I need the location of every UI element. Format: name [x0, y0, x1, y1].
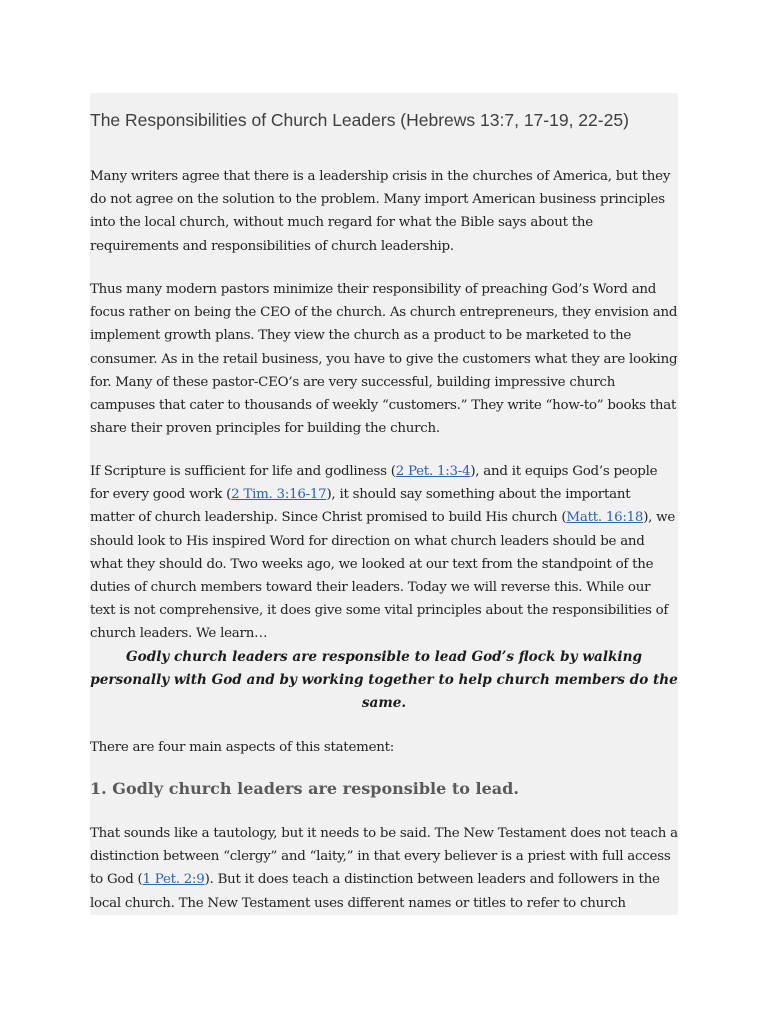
paragraph-four-aspects: There are four main aspects of this statement: — [90, 740, 395, 755]
paragraph-intro: Many writers agree that there is a leadership crisis in the churches of America, but they do not agree on the solution to the problem. Many import American business principles into the local church, without much regard for what the Bible says about the requirements and responsibilities of church leadership. — [90, 169, 671, 254]
scripture-link-2-tim-3-16-17[interactable]: 2 Tim. 3:16-17 — [231, 487, 327, 503]
thesis-statement: Godly church leaders are responsible to lead God’s flock by walking personally with God and by working together to help church members do the same. — [90, 649, 678, 712]
paragraph-ceo-pastors: Thus many modern pastors minimize their responsibility of preaching God’s Word and focus rather on being the CEO of the church. As church entrepreneurs, they envision and implement growth plans. They view the church as a product to be marketed to the consumer. As in the retail business, you have to give the customers what they are looking for. Many of these pastor-CEO’s are very successful, building impressive church campuses that cater to thousands of weekly “customers.” They write “how-to” books that share their proven principles for building the church. — [90, 282, 678, 437]
paragraph-scripture-sufficient: If Scripture is sufficient for life and godliness (2 Pet. 1:3-4), and it equips God’s people for every good work (2 Tim. 3:16-17), it should say something about the important matter of church leadership. Since Christ promised to build His church (Matt. 16:18), we should look to His inspired Word for direction on what church leaders should be and what they should do. Two weeks ago, we looked at our text from the standpoint of the duties of church members toward their leaders. Today we will reverse this. While our text is not comprehensive, it does give some vital principles about the responsibilities of church leaders. We learn… — [90, 464, 676, 642]
scripture-link-matt-16-18[interactable]: Matt. 16:18 — [566, 510, 644, 526]
document-page — [90, 93, 678, 915]
section-heading-1: 1. Godly church leaders are responsible to lead. — [90, 779, 519, 798]
scripture-link-2-pet-1-3-4[interactable]: 2 Pet. 1:3-4 — [395, 464, 471, 479]
article-title: The Responsibilities of Church Leaders (Hebrews 13:7, 17-19, 22-25) — [90, 110, 629, 130]
paragraph-clergy-laity: That sounds like a tautology, but it needs to be said. The New Testament does not teach a distinction between “clergy” and “laity,” in that every believer is a priest with full access to God (1 Pet. 2:9). But it does teach a distinction between leaders and followers in the local church. The New Testament uses different names or titles to refer to church — [90, 826, 678, 911]
scripture-link-1-pet-2-9[interactable]: 1 Pet. 2:9 — [142, 872, 205, 888]
